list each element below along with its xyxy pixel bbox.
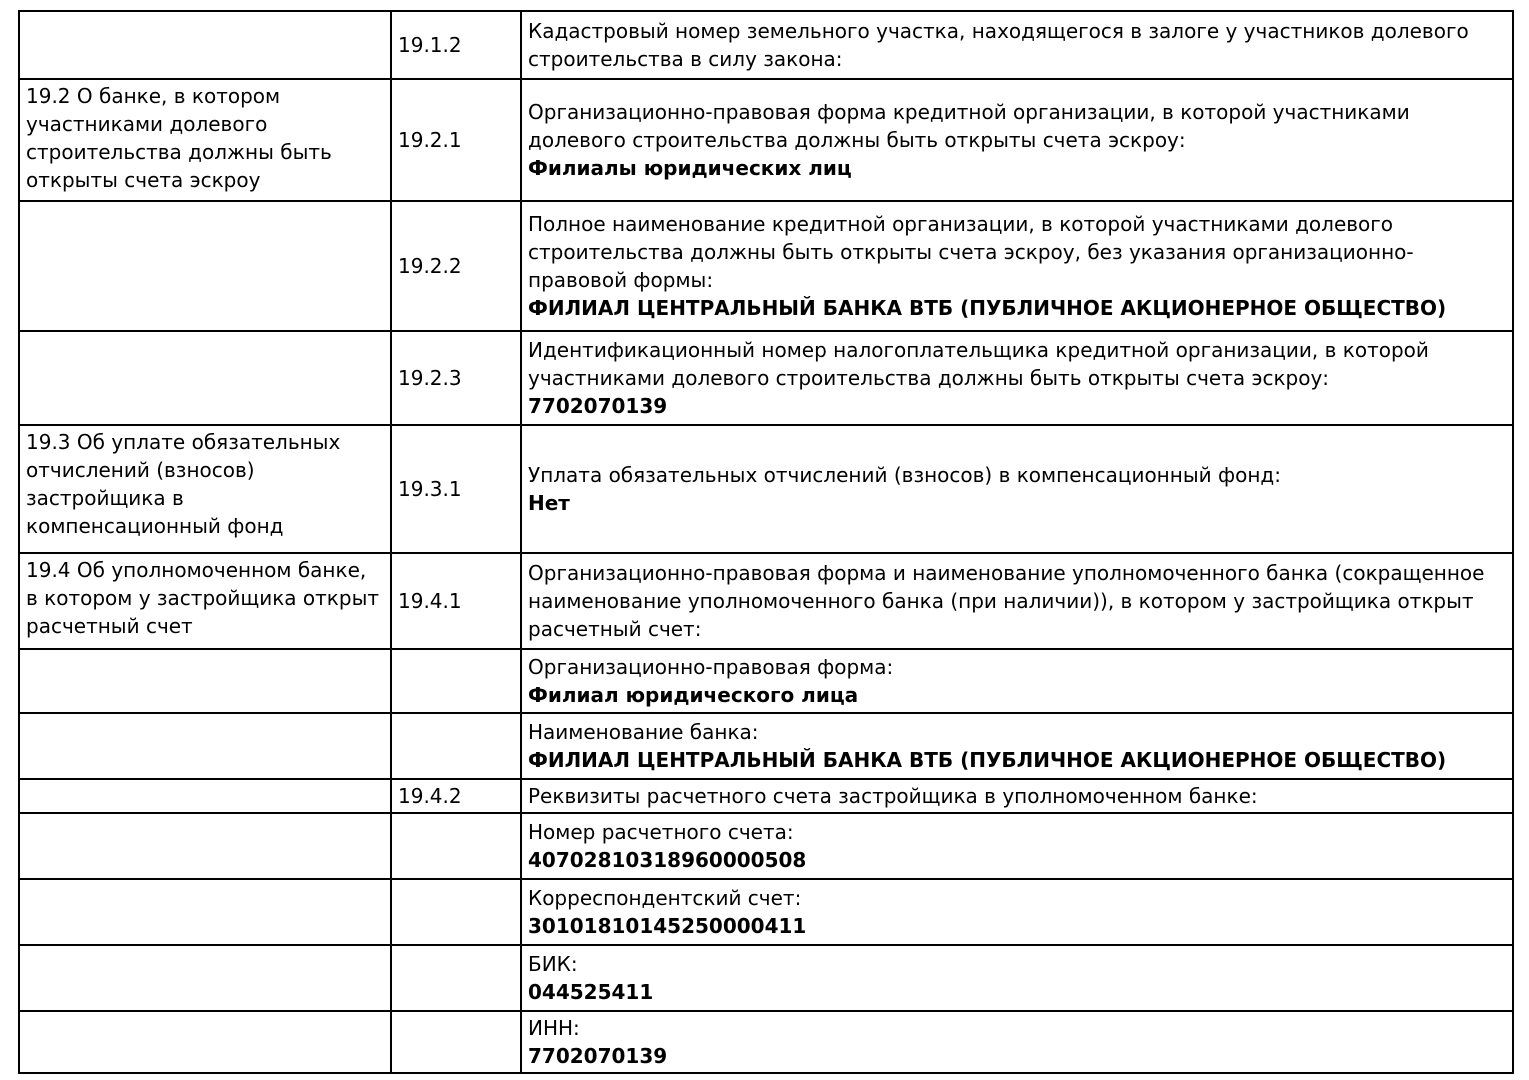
row-text: Организационно-правовая форма: bbox=[528, 655, 894, 679]
table-row bbox=[19, 553, 1513, 649]
section-label bbox=[19, 879, 391, 945]
row-value: 40702810318960000508 bbox=[528, 848, 807, 872]
section-label bbox=[19, 201, 391, 331]
row-value: 7702070139 bbox=[528, 394, 668, 418]
row-code bbox=[391, 713, 521, 779]
table-row bbox=[19, 779, 1513, 813]
table-row bbox=[19, 879, 1513, 945]
row-value: 044525411 bbox=[528, 980, 654, 1004]
row-text: Наименование банка: bbox=[528, 720, 759, 744]
row-text: Кадастровый номер земельного участка, находящегося в залоге у участников долевого строительства в силу закона: bbox=[528, 19, 1469, 71]
row-code bbox=[391, 879, 521, 945]
row-code bbox=[391, 649, 521, 713]
row-content bbox=[521, 11, 1513, 79]
section-label: 19.4 Об уполномоченном банке, в котором у застройщика открыт расчетный счет bbox=[19, 553, 391, 649]
row-code bbox=[391, 1011, 521, 1073]
row-value: Филиал юридического лица bbox=[528, 683, 859, 707]
row-value: 7702070139 bbox=[528, 1044, 668, 1068]
declaration-table bbox=[18, 10, 1514, 1074]
section-label bbox=[19, 813, 391, 879]
row-code: 19.3.1 bbox=[391, 425, 521, 553]
row-code: 19.2.2 bbox=[391, 201, 521, 331]
table-row bbox=[19, 201, 1513, 331]
table-row bbox=[19, 713, 1513, 779]
row-content bbox=[521, 713, 1513, 779]
row-code bbox=[391, 945, 521, 1011]
row-code: 19.2.1 bbox=[391, 79, 521, 201]
row-text: Организационно-правовая форма кредитной организации, в которой участниками долевого строительства должны быть открыты счета эскроу: bbox=[528, 100, 1410, 152]
row-content bbox=[521, 945, 1513, 1011]
row-code: 19.4.2 bbox=[391, 779, 521, 813]
row-content bbox=[521, 331, 1513, 425]
section-label bbox=[19, 713, 391, 779]
row-code: 19.2.3 bbox=[391, 331, 521, 425]
row-content bbox=[521, 79, 1513, 201]
row-value: Филиалы юридических лиц bbox=[528, 156, 852, 180]
row-content bbox=[521, 779, 1513, 813]
row-text: Корреспондентский счет: bbox=[528, 886, 802, 910]
row-text: БИК: bbox=[528, 952, 578, 976]
row-content bbox=[521, 425, 1513, 553]
table-row bbox=[19, 945, 1513, 1011]
row-text: Реквизиты расчетного счета застройщика в уполномоченном банке: bbox=[528, 784, 1258, 808]
section-label: 19.2 О банке, в котором участниками долевого строительства должны быть открыты счета эскроу bbox=[19, 79, 391, 201]
section-label bbox=[19, 1011, 391, 1073]
row-content bbox=[521, 1011, 1513, 1073]
section-label bbox=[19, 945, 391, 1011]
row-content bbox=[521, 649, 1513, 713]
row-value: Нет bbox=[528, 491, 570, 515]
table-row bbox=[19, 649, 1513, 713]
row-text: Идентификационный номер налогоплательщика кредитной организации, в которой участниками долевого строительства должны быть открыты счета эскроу: bbox=[528, 338, 1429, 390]
section-label: 19.3 Об уплате обязательных отчислений (взносов) застройщика в компенсационный фонд bbox=[19, 425, 391, 553]
table-row bbox=[19, 79, 1513, 201]
row-text: Номер расчетного счета: bbox=[528, 820, 794, 844]
row-code bbox=[391, 813, 521, 879]
row-content bbox=[521, 201, 1513, 331]
row-value: ФИЛИАЛ ЦЕНТРАЛЬНЫЙ БАНКА ВТБ (ПУБЛИЧНОЕ АКЦИОНЕРНОЕ ОБЩЕСТВО) bbox=[528, 296, 1447, 320]
row-value: 30101810145250000411 bbox=[528, 914, 807, 938]
row-text: ИНН: bbox=[528, 1016, 580, 1040]
row-text: Организационно-правовая форма и наименование уполномоченного банка (сокращенное наименование уполномоченного банка (при наличии)), в котором у застройщика открыт расчетный счет: bbox=[528, 561, 1485, 641]
row-code: 19.4.1 bbox=[391, 553, 521, 649]
row-content bbox=[521, 553, 1513, 649]
table-row bbox=[19, 813, 1513, 879]
row-text: Полное наименование кредитной организации, в которой участниками долевого строительства должны быть открыты счета эскроу, без указания организационно-правовой формы: bbox=[528, 212, 1414, 292]
row-content bbox=[521, 813, 1513, 879]
section-label bbox=[19, 11, 391, 79]
table-row bbox=[19, 425, 1513, 553]
row-value: ФИЛИАЛ ЦЕНТРАЛЬНЫЙ БАНКА ВТБ (ПУБЛИЧНОЕ АКЦИОНЕРНОЕ ОБЩЕСТВО) bbox=[528, 748, 1447, 772]
table-row bbox=[19, 1011, 1513, 1073]
table-row bbox=[19, 11, 1513, 79]
row-text: Уплата обязательных отчислений (взносов) в компенсационный фонд: bbox=[528, 463, 1281, 487]
section-label bbox=[19, 331, 391, 425]
row-code: 19.1.2 bbox=[391, 11, 521, 79]
row-content bbox=[521, 879, 1513, 945]
section-label bbox=[19, 779, 391, 813]
table-row bbox=[19, 331, 1513, 425]
section-label bbox=[19, 649, 391, 713]
